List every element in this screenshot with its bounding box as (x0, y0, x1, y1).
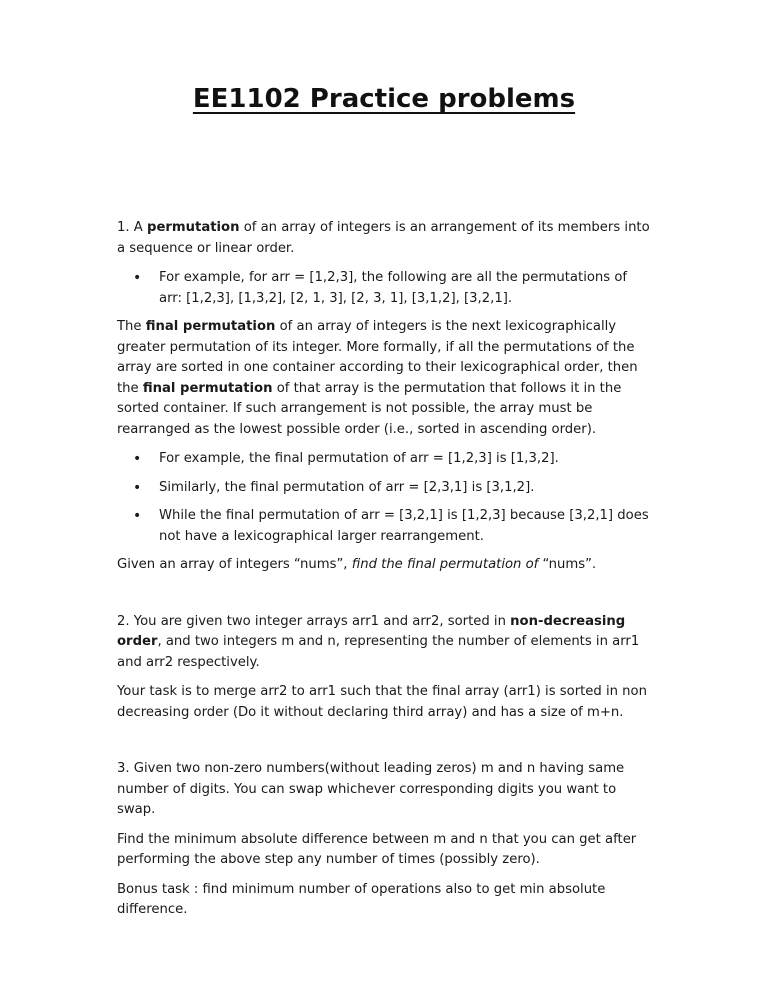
problem-1-example-list (117, 268, 654, 309)
list-item: • For example, the final permutation of arr = [1,2,3] is [1,3,2]. (159, 449, 654, 470)
page-title: EE1102 Practice problems (192, 84, 576, 114)
problem-2-intro: 2. You are given two integer arrays arr1 and arr2, sorted in non-decreasing order, and two integers m and n, representing the number of elements in arr1 and arr2 respectively. (117, 613, 640, 670)
term-non-decreasing: non-decreasing order (117, 613, 626, 649)
term-permutation: permutation (147, 220, 240, 235)
problem-1-examples (117, 449, 654, 547)
problem-1-definition: The final permutation of an array of integers is the next lexicographically greater permutation of its integer. More formally, if all the permutations of the array are sorted in one container according to their lexicographical order, then the final permutation of that array is the permutation that follows it in the sorted container. If such arrangement is not possible, the array must be rearranged as the lowest possible order (i.e., sorted in ascending order). (117, 319, 638, 437)
list-item: • For example, for arr = [1,2,3], the following are all the permutations of arr: [1,2,3], [1,3,2], [2, 1, 3], [2, 3, 1], [3,1,2], [3,2,1]. (159, 268, 654, 309)
problem-1-intro: 1. A permutation of an array of integers is an arrangement of its members into a sequence or linear order. (117, 220, 650, 256)
term-final-permutation: final permutation (145, 319, 276, 334)
list-item: • Similarly, the final permutation of arr = [2,3,1] is [3,1,2]. (159, 478, 654, 499)
problems-content (117, 218, 654, 921)
problem-3-task: Find the minimum absolute difference between m and n that you can get after performing the above step any number of times (possibly zero). (117, 831, 637, 867)
problem-1-task: Given an array of integers “nums”, find the final permutation of “nums”. (117, 557, 597, 572)
term-final-permutation: final permutation (142, 380, 273, 396)
problem-2-task: Your task is to merge arr2 to arr1 such that the final array (arr1) is sorted in non decreasing order (Do it without declaring third array) and has a size of m+n. (117, 684, 647, 720)
list-item: • While the final permutation of arr = [3,2,1] is [1,2,3] because [3,2,1] does not have a lexicographical larger rearrangement. (159, 506, 654, 547)
problem-3-bonus: Bonus task : find minimum number of operations also to get min absolute difference. (117, 881, 606, 917)
problem-3-intro: 3. Given two non-zero numbers(without leading zeros) m and n having same number of digits. You can swap whichever corresponding digits you want to swap. (117, 761, 625, 817)
